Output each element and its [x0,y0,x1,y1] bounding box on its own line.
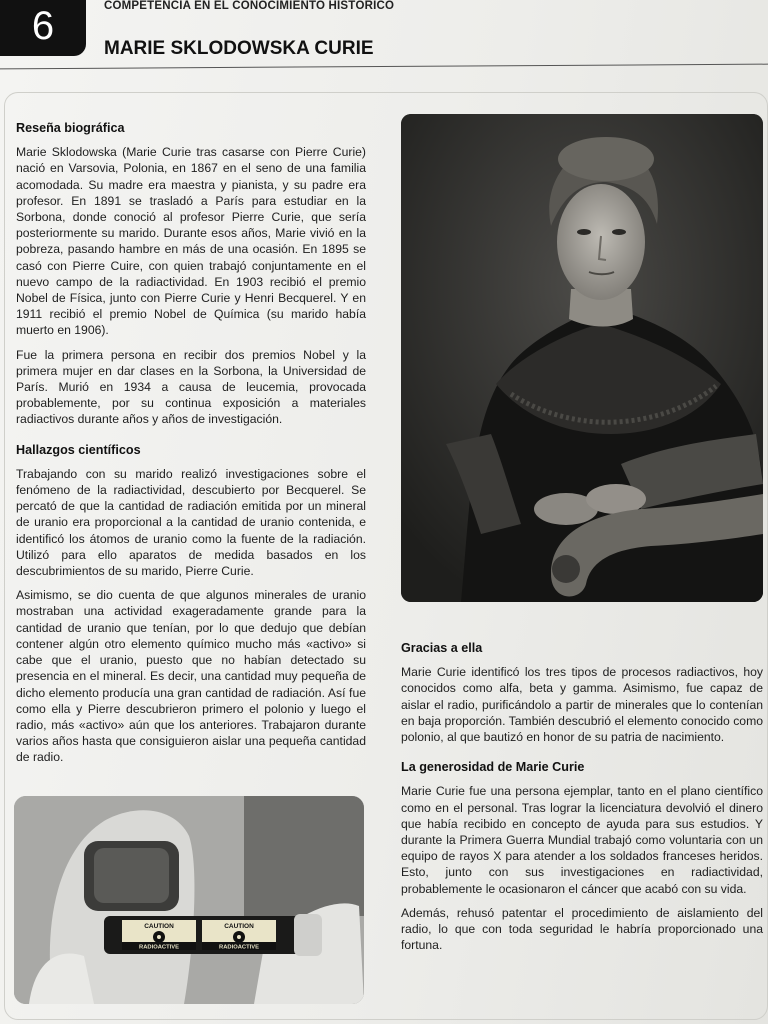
findings-heading: Hallazgos científicos [16,442,141,457]
findings-paragraph-1: Trabajando con su marido realizó investigaciones sobre el fenómeno de la radiactividad, descubierto por Becquerel. Se percató de que la cantidad de radiación emitida por un mineral de uranio era proporcional a la cantidad de uranio contenida, e identificó los átomos de uranio como la fuente de la radiación. Utilizó para ello aparatos de medida basados en los descubrimientos de su marido, Pierre Curie. [16,466,366,579]
biography-heading: Reseña biográfica [16,121,125,135]
header-divider [0,64,768,70]
findings-paragraph-2: Asimismo, se dio cuenta de que algunos minerales de uranio mostraban una actividad exageradamente grande para la cantidad de uranio que tenían, por lo que dedujo que debían contener algún otro elemento químico mucho más «activo» si cabe que el uranio, puesto que no habían detectado su presencia en el mineral. Es decir, una cantidad muy pequeña de dicho elemento producía una gran cantidad de radiación. Así fue como ella y Pierre descubrieron primero el polonio y luego el radio, más «activo» aún que los anteriores. Trabajaron durante varios años hasta que consiguieron aislar una pequeña cantidad de radio. [16,588,366,765]
caution-label-1: CAUTION [144,923,174,930]
chapter-number-tab [0,0,86,56]
radioactive-photo [14,796,364,1004]
chapter-number: 6 [31,4,55,48]
thanks-paragraph: Marie Curie identificó los tres tipos de procesos radiactivos, hoy conocidos como alfa, beta y gamma. Asimismo, fue capaz de aislar el radio, purificándolo a partir de minerales que lo contenían en baja proporción. También descubrió el elemento conocido como polonio, al que bautizó en honor de su patria de nacimiento. [401,665,763,745]
generosity-paragraph-2: Además, rehusó patentar el procedimiento de aislamiento del radio, lo que con toda seguridad le habría proporcionado una fortuna. [401,905,763,953]
radioactive-label-1: RADIOACTIVE [139,944,179,951]
biography-paragraph-2: Fue la primera persona en recibir dos premios Nobel y la primera mujer en dar clases en la Sorbona, la Universidad de París. Murió en 1934 a causa de leucemia, provocada probablemente, por su continua exposición a materiales radiactivos durante años y años de investigación. [16,347,366,427]
radioactive-label-2: RADIOACTIVE [219,944,259,951]
generosity-heading: La generosidad de Marie Curie [401,760,585,775]
section-kicker: COMPETENCIA EN EL CONOCIMIENTO HISTÓRICO [104,0,395,12]
biography-paragraph-1: Marie Sklodowska (Marie Curie tras casarse con Pierre Curie) nació en Varsovia, Polonia, en 1867 en el seno de una familia acomodada. Su madre era maestra y pianista, y su padre era profesor. En 1891 se trasladó a París para estudiar en la Sorbona, donde conoció al profesor Pierre Curie, que sería posteriormente su marido. Durante esos años, Marie vivió en la pobreza, pasando hambre en más de una ocasión. En 1895 se casó con Pierre Cuire, con quien trabajó conjuntamente en el nuevo campo de la radiactividad. En 1903 recibió el premio Nobel de Física, junto con Pierre Curie y Henri Becquerel. Y en 1911 recibió el premio Nobel de Química (su marido había muerto en 1906). [16,145,366,338]
caution-label-2: CAUTION [224,923,254,930]
right-column [401,640,763,961]
portrait-illustration [401,114,763,602]
generosity-paragraph-1: Marie Curie fue una persona ejemplar, tanto en el plano científico como en el personal. Tras lograr la licenciatura devolvió el dinero que había recibido en concepto de ayuda para sus estudios. Y durante la Primera Guerra Mundial trabajó como voluntaria con un equipo de rayos X para atender a los soldados franceses heridos. Esto, junto con sus investigaciones en radiactividad, probablemente le ocasionaron el cáncer que acabó con su vida. [401,784,763,896]
thanks-heading: Gracias a ella [401,641,483,655]
portrait-photo [401,114,763,602]
radioactive-illustration [14,796,364,1004]
left-column [16,120,366,774]
page-title: MARIE SKLODOWSKA CURIE [104,38,374,59]
